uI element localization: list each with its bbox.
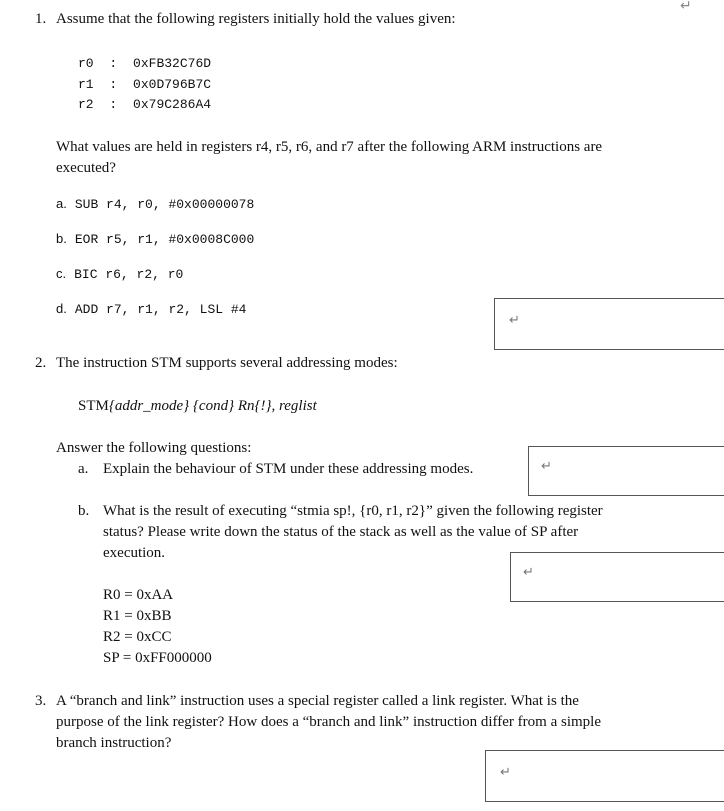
instruction-b [56,230,254,248]
register-r2 [78,97,211,112]
q2b-line2: status? Please write down the status of the stack as well as the value of SP after [103,524,579,540]
register-name: r2 [78,97,94,112]
q2a-label: a. [78,461,89,477]
register-name: r1 [78,77,94,92]
return-mark-icon: ↵ [523,565,534,580]
register-sep: : [109,56,118,71]
register-sep: : [109,77,118,92]
instruction-label: b. [56,231,67,246]
instruction-code: EOR r5, r1, #0x0008C000 [74,232,255,247]
instruction-code: BIC r6, r2, r0 [74,267,184,282]
q2b-line3: execution. [103,545,166,561]
stm-cond: {cond} [192,398,235,414]
q2a-answer-box[interactable] [528,446,724,496]
instruction-label: a. [56,196,67,211]
instruction-code: SUB r4, r0, #0x00000078 [74,197,255,212]
stm-op: STM [78,398,109,414]
q1-number: 1. [35,11,47,27]
return-mark-icon: ↵ [541,459,552,474]
instruction-a [56,195,254,213]
instruction-c [56,265,183,283]
return-mark-icon: ↵ [509,313,520,328]
q2a-text: Explain the behaviour of STM under these addressing modes. [103,461,474,477]
stm-syntax [78,398,317,415]
q2b-label: b. [78,503,90,519]
status-r2: R2 = 0xCC [103,629,172,645]
q3-answer-box[interactable] [485,750,724,802]
status-sp: SP = 0xFF000000 [103,650,212,666]
q1-text: Assume that the following registers initially hold the values given: [56,11,456,27]
q1-question-line2: executed? [56,160,116,176]
register-r1 [78,77,211,92]
q3-line3: branch instruction? [56,735,172,751]
status-r0: R0 = 0xAA [103,587,174,603]
q3-line2: purpose of the link register? How does a “branch and link” instruction differ from a simple [56,714,601,730]
register-value: 0x0D796B7C [133,77,212,92]
q1-answer-box[interactable] [494,298,724,350]
register-value: 0xFB32C76D [133,56,212,71]
q2b-answer-box[interactable] [510,552,724,602]
register-name: r0 [78,56,94,71]
q1-question-line1: What values are held in registers r4, r5, r6, and r7 after the following ARM instructions are [56,139,603,155]
q2b-line1: What is the result of executing “stmia sp!, {r0, r1, r2}” given the following register [103,503,603,519]
q2-answer-intro: Answer the following questions: [56,440,252,456]
instruction-d [56,300,246,318]
instruction-label: d. [56,301,67,316]
register-r0 [78,56,211,71]
corner-return-mark-icon: ↵ [680,0,692,14]
return-mark-icon: ↵ [500,765,511,780]
status-r1: R1 = 0xBB [103,608,172,624]
stm-reglist: , reglist [271,398,317,414]
q3-line1: A “branch and link” instruction uses a special register called a link register. What is the [56,693,579,709]
q2-number: 2. [35,355,47,371]
q2-text: The instruction STM supports several addressing modes: [56,355,398,371]
stm-addr-mode: {addr_mode} [108,398,190,414]
stm-rn: Rn{!} [237,398,272,414]
q3-number: 3. [35,693,47,709]
instruction-code: ADD r7, r1, r2, LSL #4 [74,302,247,317]
instruction-label: c. [56,266,67,281]
register-value: 0x79C286A4 [133,97,212,112]
register-sep: : [109,97,118,112]
